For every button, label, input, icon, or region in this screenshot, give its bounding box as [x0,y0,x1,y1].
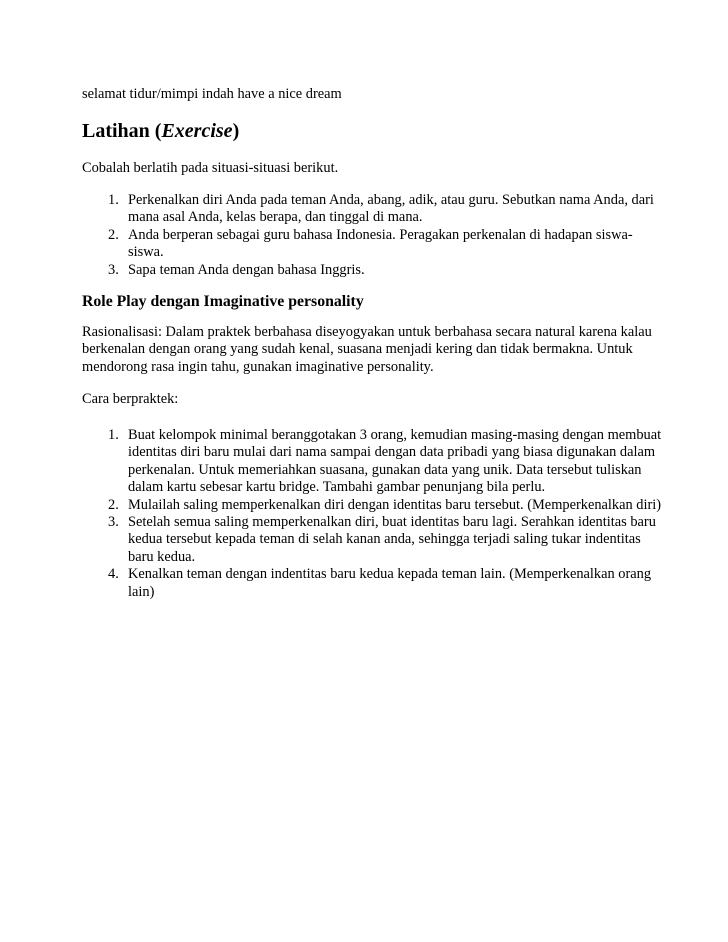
list-item-text: Sapa teman Anda dengan bahasa Inggris. [128,261,365,278]
heading-latihan [82,119,662,143]
cara-list [82,427,662,601]
instruction-paragraph: Cobalah berlatih pada situasi-situasi berikut. [82,160,339,176]
list-item-number: 3. [108,514,119,531]
intro-line: selamat tidur/mimpi indah have a nice dream [82,86,342,102]
list-item [82,227,662,262]
heading-latihan-text: Latihan ( [82,120,162,142]
list-item-number: 4. [108,566,119,583]
list-item-text: Buat kelompok minimal beranggotakan 3 orang, kemudian masing-masing dengan membuat identitas diri baru mulai dari nama sampai dengan data pribadi yang biasa digunakan dalam perkenalan. Untuk memeriahkan suasana, gunakan data yang unik. Data tersebut tuliskan dalam kartu sebesar kartu bridge. Tambahi gambar penunjang bila perlu. [128,427,662,496]
heading-latihan-close: ) [232,120,240,142]
list-item-number: 3. [108,261,119,278]
exercise-list [82,192,662,279]
list-item [82,514,662,566]
cara-label: Cara berpraktek: [82,391,179,407]
list-item-text: Kenalkan teman dengan indentitas baru kedua kepada teman lain. (Memperkenalkan orang lain) [128,566,652,600]
list-item [82,262,662,279]
list-item [82,566,662,601]
list-item-text: Perkenalkan diri Anda pada teman Anda, abang, adik, atau guru. Sebutkan nama Anda, dari mana asal Anda, kelas berapa, dan tinggal di mana. [128,192,654,226]
list-item-number: 1. [108,192,119,208]
list-item [82,427,662,497]
list-item-text: Anda berperan sebagai guru bahasa Indonesia. Peragakan perkenalan di hadapan siswa-siswa. [128,226,633,261]
list-item-text: Mulailah saling memperkenalkan diri dengan identitas baru tersebut. (Memperkenalkan diri) [128,496,662,513]
list-item-number: 2. [108,226,119,243]
list-item [82,497,662,514]
list-item [82,192,662,227]
list-item-number: 2. [108,496,119,513]
heading-latihan-italic: Exercise [161,120,233,142]
list-item-text: Setelah semua saling memperkenalkan diri, buat identitas baru lagi. Serahkan identitas baru kedua tersebut kepada teman di selah kanan anda, sehingga terjadi saling tukar indentitas baru kedua. [128,514,656,565]
heading-role-play: Role Play dengan Imaginative personality [82,293,364,310]
rasionalisasi-paragraph: Rasionalisasi: Dalam praktek berbahasa diseyogyakan untuk berbahasa secara natural karena kalau berkenalan dengan orang yang sudah kenal, suasana menjadi kering dan tidak bermakna. Untuk mendorong rasa ingin tahu, gunakan imaginative personality. [82,324,652,375]
list-item-number: 1. [108,427,119,443]
